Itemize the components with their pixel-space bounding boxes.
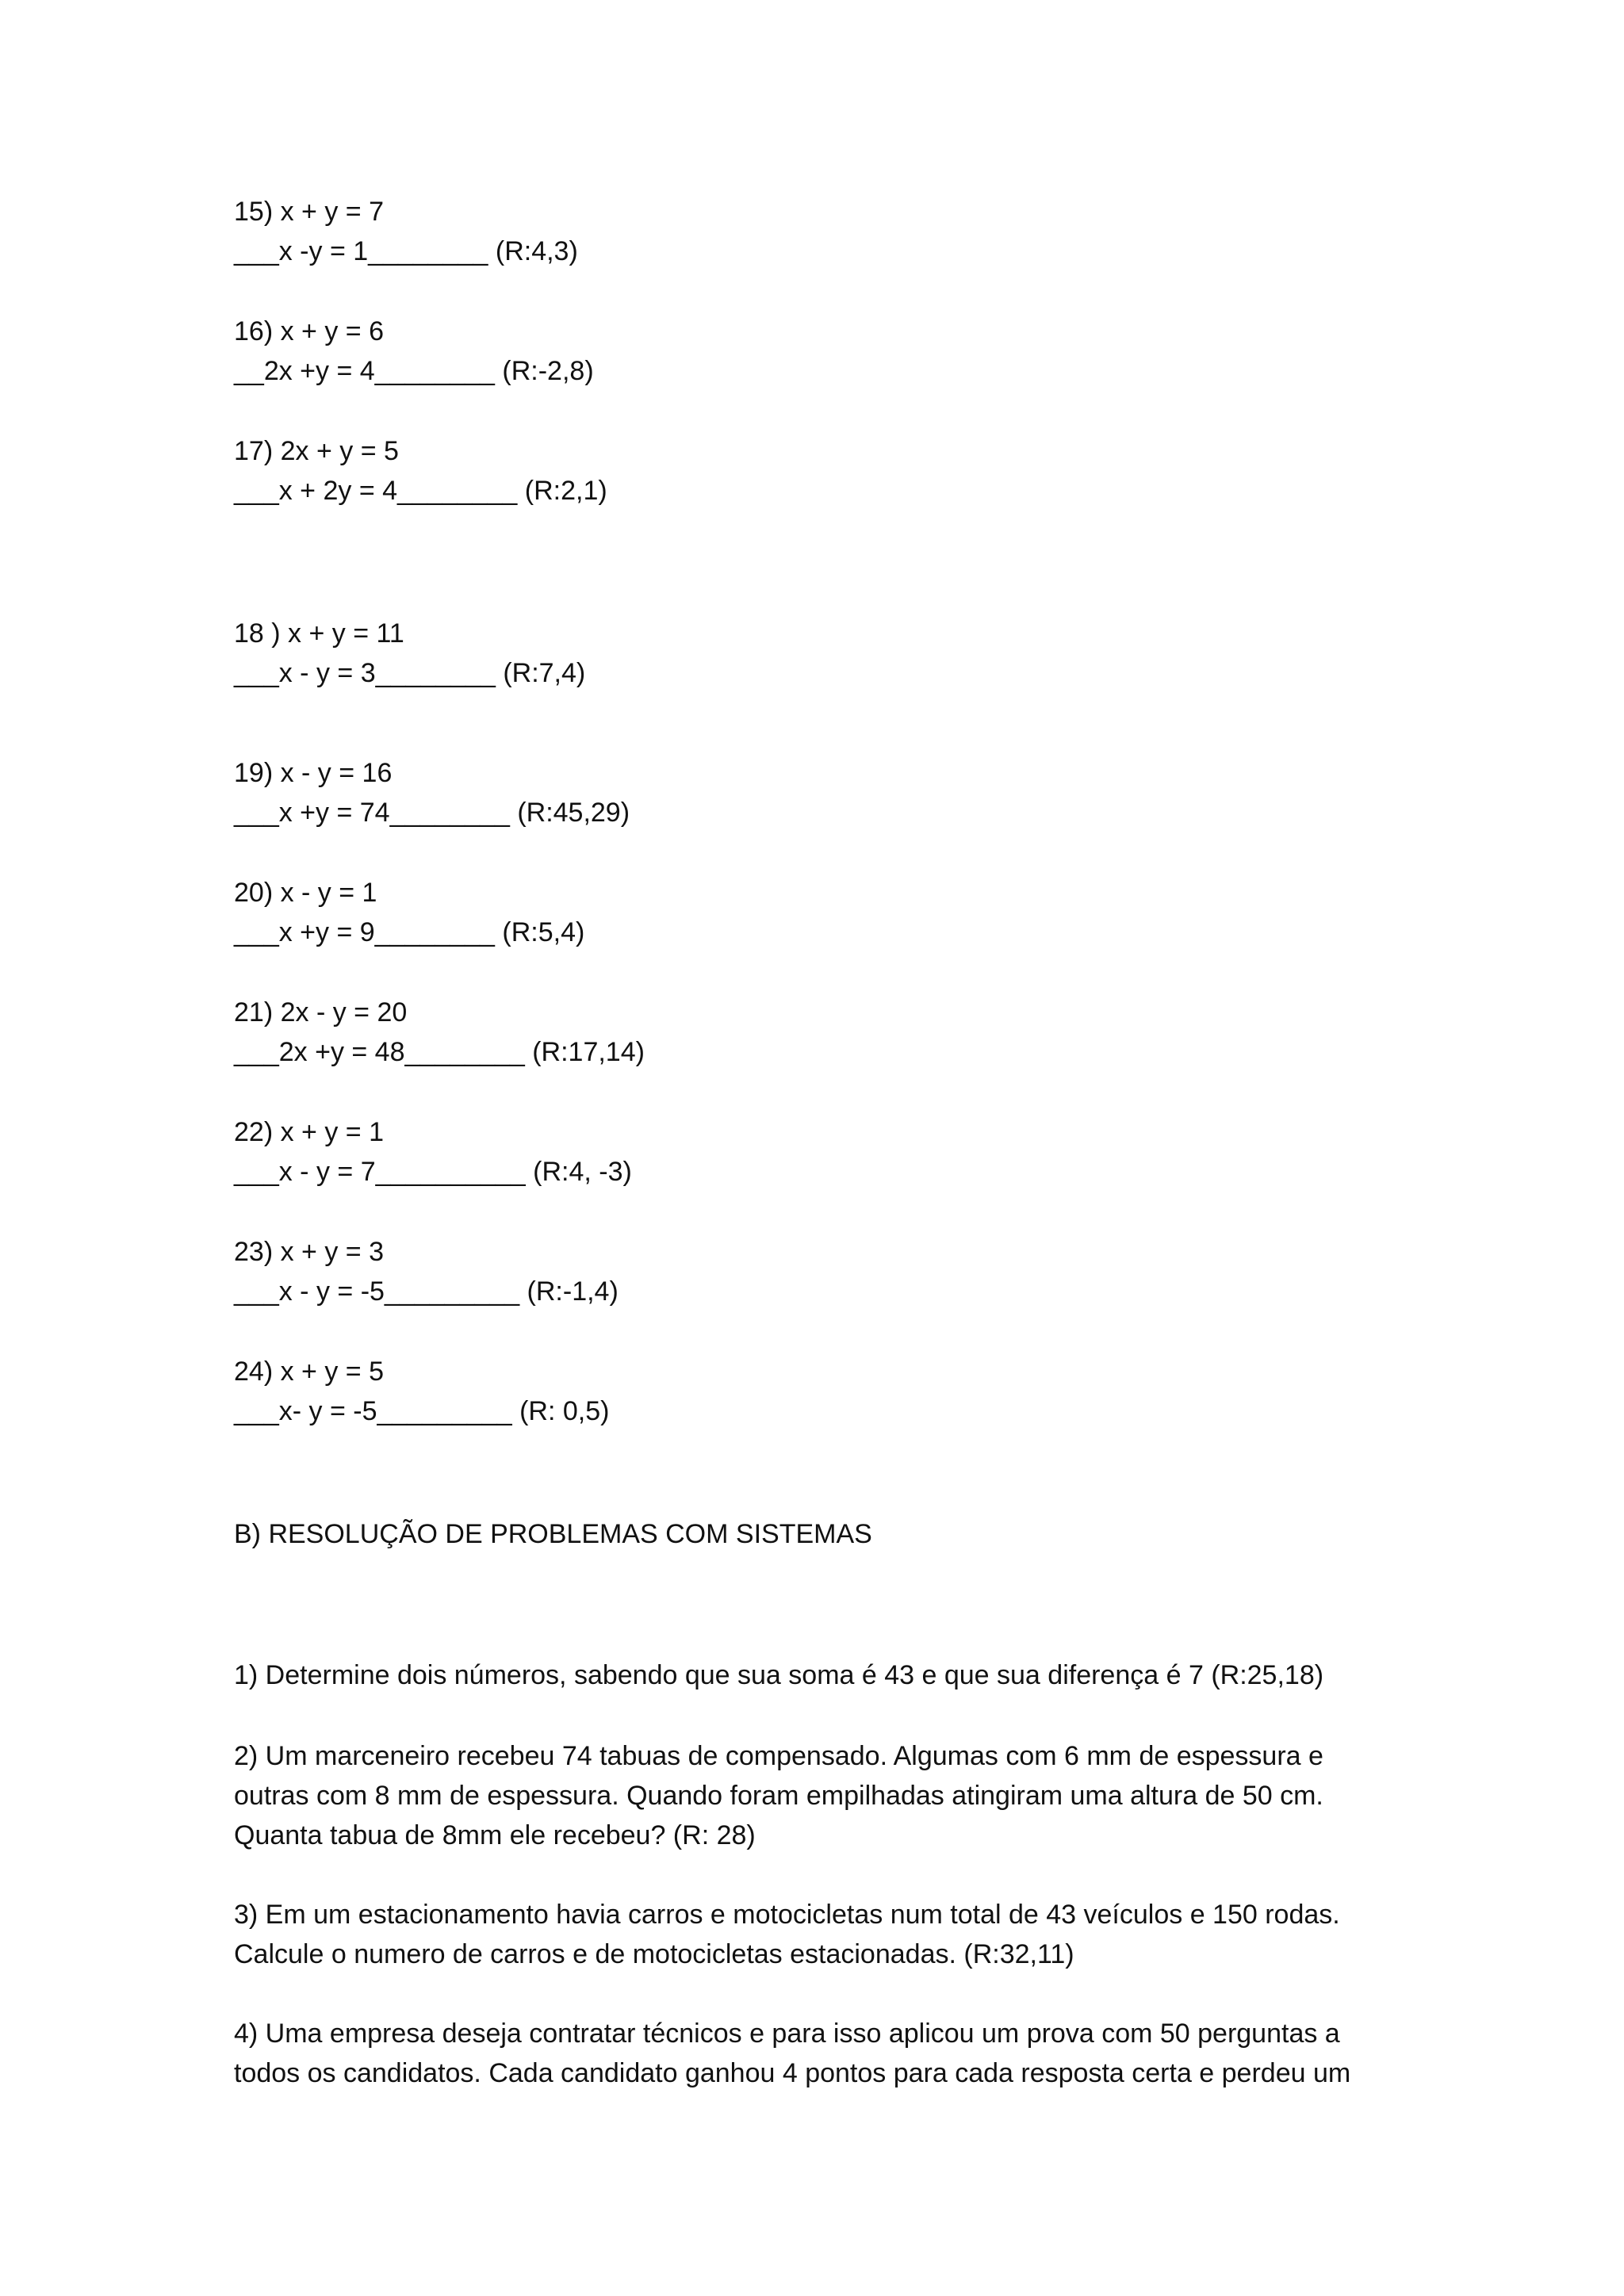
problem-4: 4) Uma empresa deseja contratar técnicos e para isso aplicou um prova com 50 perguntas a todos os candidatos. Cada candidato ganhou 4 pontos para cada resposta certa e perdeu um xyxy=(234,2019,1351,2088)
problem-3: 3) Em um estacionamento havia carros e motocicletas num total de 43 veículos e 150 rodas. Calcule o numero de carros e de motocicletas estacionadas. (R:32,11) xyxy=(234,1900,1340,1969)
exercise-19-equation-1: 19) x - y = 16 xyxy=(234,758,393,788)
exercise-24-equation-2: ___x- y = -5_________ (R: 0,5) xyxy=(234,1396,610,1426)
exercise-20-equation-1: 20) x - y = 1 xyxy=(234,878,377,908)
exercise-23-equation-2: ___x - y = -5_________ (R:-1,4) xyxy=(234,1276,619,1307)
exercise-16-equation-2: __2x +y = 4________ (R:-2,8) xyxy=(234,356,594,386)
exercise-18-equation-1: 18 ) x + y = 11 xyxy=(234,618,404,649)
exercise-19-equation-2: ___x +y = 74________ (R:45,29) xyxy=(234,798,630,828)
exercise-15-equation-2: ___x -y = 1________ (R:4,3) xyxy=(234,236,578,266)
exercise-21-equation-2: ___2x +y = 48________ (R:17,14) xyxy=(234,1037,645,1067)
exercise-24-equation-1: 24) x + y = 5 xyxy=(234,1357,384,1387)
exercise-21-equation-1: 21) 2x - y = 20 xyxy=(234,997,408,1027)
exercise-22-equation-2: ___x - y = 7__________ (R:4, -3) xyxy=(234,1157,632,1187)
problem-2: 2) Um marceneiro recebeu 74 tabuas de compensado. Algumas com 6 mm de espessura e outras com 8 mm de espessura. Quando foram empilhadas atingiram uma altura de 50 cm. Quanta tabua de 8mm ele recebeu? (R: 28) xyxy=(234,1741,1323,1850)
problem-1: 1) Determine dois números, sabendo que sua soma é 43 e que sua diferença é 7 (R:25,18) xyxy=(234,1660,1324,1690)
exercise-18-equation-2: ___x - y = 3________ (R:7,4) xyxy=(234,658,586,688)
exercise-22-equation-1: 22) x + y = 1 xyxy=(234,1117,384,1147)
section-heading: B) RESOLUÇÃO DE PROBLEMAS COM SISTEMAS xyxy=(234,1519,872,1549)
exercise-16-equation-1: 16) x + y = 6 xyxy=(234,316,384,346)
exercise-23-equation-1: 23) x + y = 3 xyxy=(234,1237,384,1267)
exercise-15-equation-1: 15) x + y = 7 xyxy=(234,197,384,227)
exercise-20-equation-2: ___x +y = 9________ (R:5,4) xyxy=(234,917,585,947)
exercise-17-equation-1: 17) 2x + y = 5 xyxy=(234,436,399,466)
exercise-17-equation-2: ___x + 2y = 4________ (R:2,1) xyxy=(234,476,607,506)
